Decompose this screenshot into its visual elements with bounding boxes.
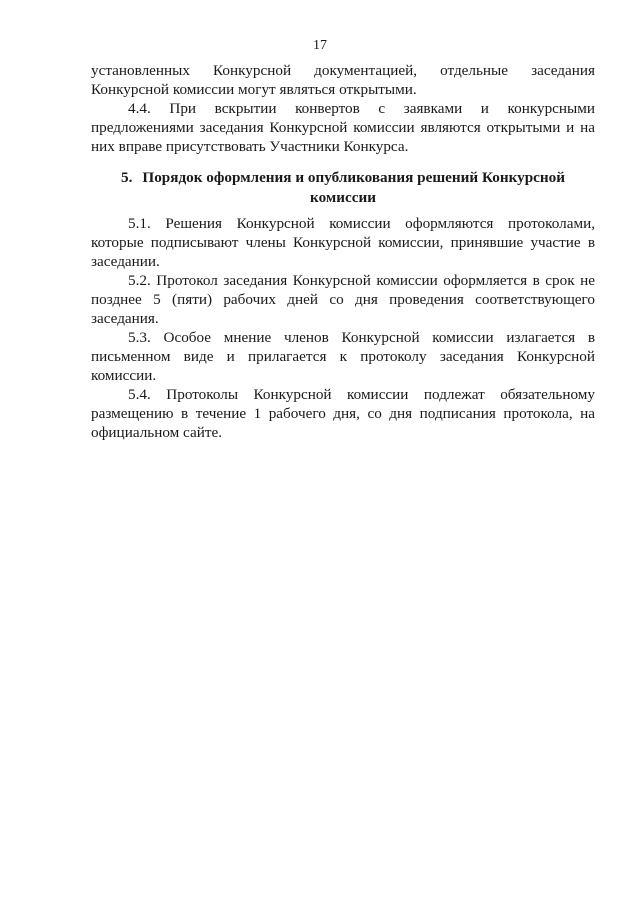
- document-body: [91, 61, 595, 442]
- paragraph-5-3: 5.3. Особое мнение членов Конкурсной комиссии излагается в письменном виде и прилагается к протоколу заседания Конкурсной комиссии.: [91, 329, 595, 384]
- section-title: Порядок оформления и опубликования решений Конкурсной комиссии: [142, 169, 565, 206]
- section-heading: [91, 168, 595, 208]
- paragraph-4-4: 4.4. При вскрытии конвертов с заявками и конкурсными предложениями заседания Конкурсной комиссии являются открытыми и на них вправе присутствовать Участники Конкурса.: [91, 100, 595, 155]
- paragraph-5-4: 5.4. Протоколы Конкурсной комиссии подлежат обязательному размещению в течение 1 рабочего дня, со дня подписания протокола, на официальном сайте.: [91, 386, 595, 441]
- page-number: 17: [313, 38, 327, 53]
- paragraph-continuation: установленных Конкурсной документацией, отдельные заседания Конкурсной комиссии могут являться открытыми.: [91, 62, 595, 98]
- paragraph-5-1: 5.1. Решения Конкурсной комиссии оформляются протоколами, которые подписывают члены Конкурсной комиссии, принявшие участие в заседании.: [91, 215, 595, 270]
- paragraph-5-2: 5.2. Протокол заседания Конкурсной комиссии оформляется в срок не позднее 5 (пяти) рабочих дней со дня проведения соответствующего заседания.: [91, 272, 595, 327]
- section-number: 5.: [121, 169, 133, 186]
